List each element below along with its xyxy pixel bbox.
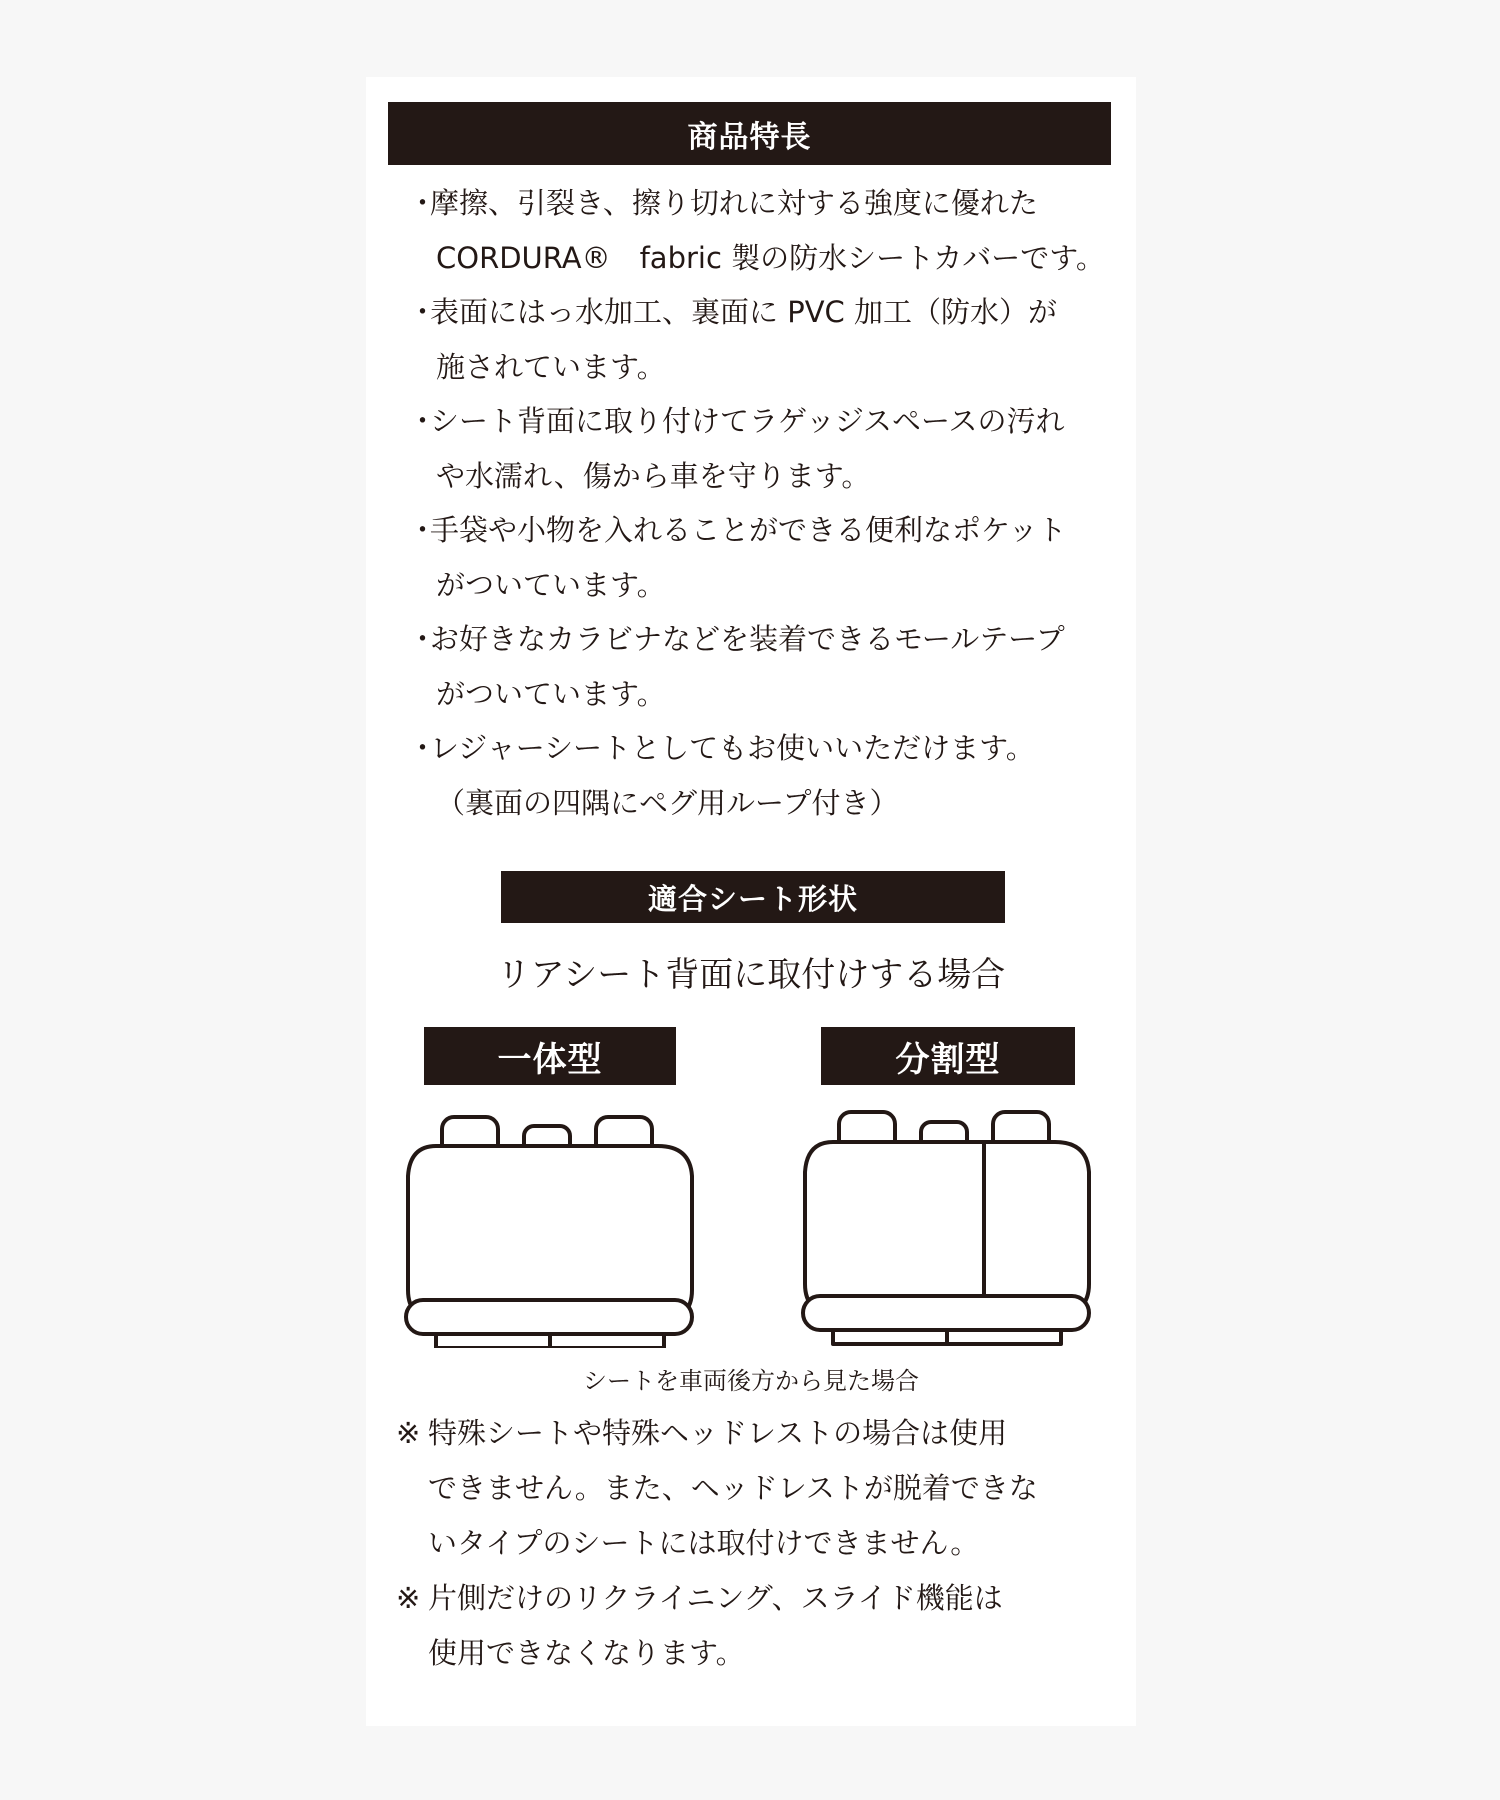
feature-text: がついています。 — [436, 567, 666, 602]
bullet: ・ — [408, 295, 438, 329]
feature-text: 表面にはっ水加工、裏面に PVC 加工（防水）が — [430, 295, 1058, 329]
fit-subtitle: リアシート背面に取付けする場合 — [496, 955, 1006, 995]
feature-text: シート背面に取り付けてラゲッジスペースの汚れ — [430, 404, 1065, 438]
list-item — [400, 394, 1140, 503]
diagram-caption: シートを車両後方から見た場合 — [583, 1367, 919, 1395]
list-item — [400, 285, 1140, 394]
feature-text: CORDURA® fabric 製の防水シートカバーです。 — [436, 240, 1105, 275]
note-text: 片側だけのリクライニング、スライド機能は — [428, 1581, 1003, 1615]
list-item — [400, 176, 1140, 285]
bench-seat-split-icon — [797, 1108, 1097, 1348]
feature-text: （裏面の四隅にペグ用ループ付き） — [436, 785, 899, 820]
features-heading: 商品特長 — [388, 102, 1111, 165]
feature-text: 摩擦、引裂き、擦り切れに対する強度に優れた — [430, 186, 1038, 220]
note-item — [396, 1571, 1116, 1681]
fit-heading: 適合シート形状 — [501, 871, 1005, 923]
note-text: いタイプのシートには取付けできません。 — [428, 1526, 980, 1560]
bullet: ・ — [408, 404, 438, 438]
note-text: 特殊シートや特殊ヘッドレストの場合は使用 — [428, 1416, 1008, 1450]
note-mark: ※ — [396, 1416, 421, 1450]
note-item — [396, 1406, 1116, 1571]
bench-seat-one-piece-icon — [400, 1108, 700, 1348]
bullet: ・ — [408, 186, 438, 220]
feature-text: 施されています。 — [436, 349, 666, 384]
list-item — [400, 612, 1140, 721]
list-item — [400, 503, 1140, 612]
feature-text: レジャーシートとしてもお使いいただけます。 — [430, 731, 1035, 765]
list-item — [400, 721, 1140, 830]
feature-text: や水濡れ、傷から車を守ります。 — [436, 458, 871, 493]
feature-text: がついています。 — [436, 676, 666, 711]
split-type-label: 分割型 — [821, 1027, 1075, 1085]
bullet: ・ — [408, 513, 438, 547]
bullet: ・ — [408, 731, 438, 765]
bullet: ・ — [408, 622, 438, 656]
feature-list — [400, 176, 1140, 830]
notes — [396, 1406, 1116, 1681]
feature-text: お好きなカラビナなどを装着できるモールテープ — [430, 622, 1065, 656]
note-mark: ※ — [396, 1581, 421, 1615]
note-text: 使用できなくなります。 — [428, 1636, 745, 1670]
one-piece-type-label: 一体型 — [424, 1027, 676, 1085]
note-text: できません。また、ヘッドレストが脱着できな — [428, 1471, 1038, 1505]
feature-text: 手袋や小物を入れることができる便利なポケット — [430, 513, 1067, 547]
